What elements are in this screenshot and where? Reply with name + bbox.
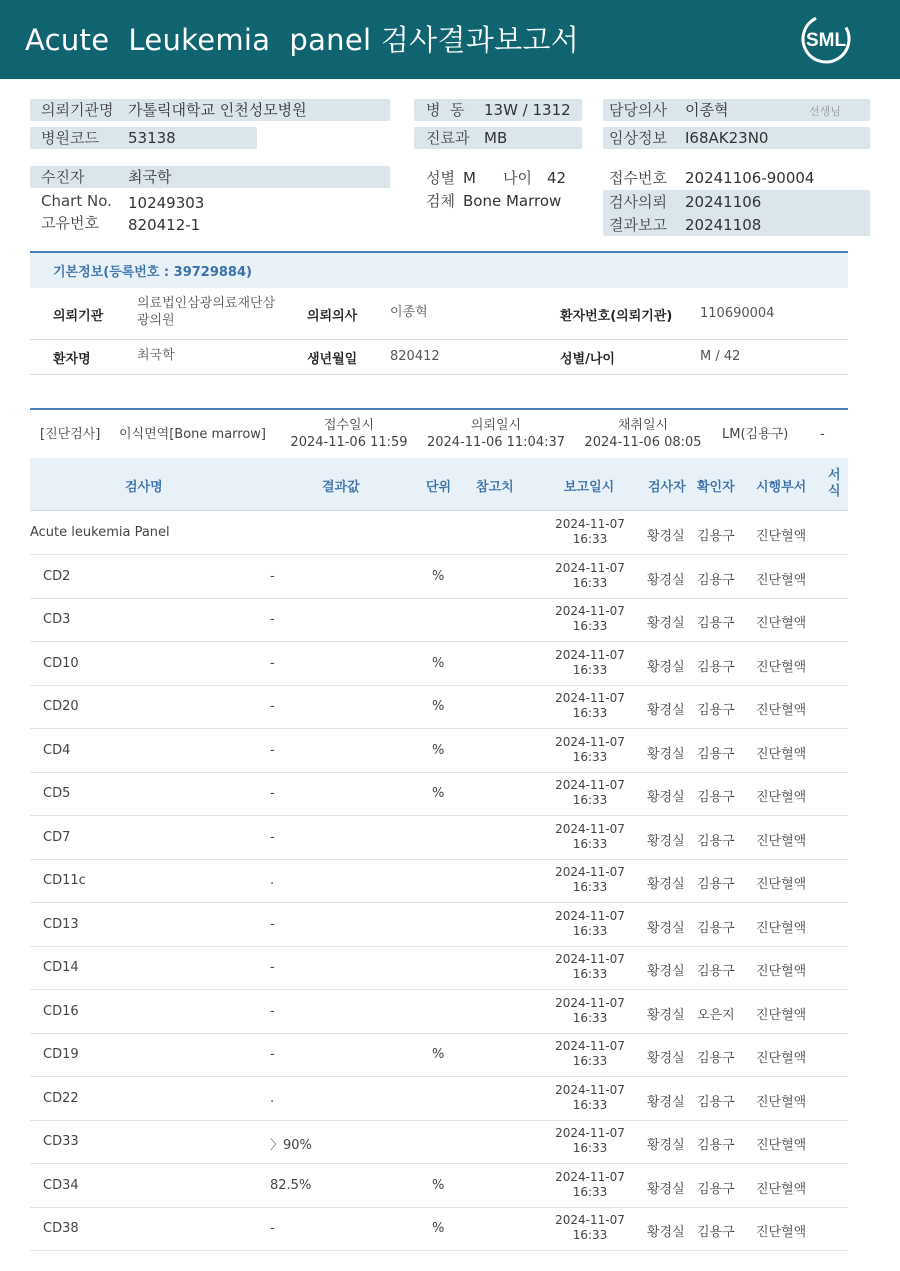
report-date: 2024-11-07 [555,517,625,531]
result-value: - [270,1221,275,1236]
confirmer: 김용구 [697,703,735,718]
test-name: CD38 [43,1221,79,1236]
dept-label: 진료과 [426,129,470,147]
table-row [30,686,848,729]
th-unit: 단위 [426,480,452,495]
dept: 진단혈액 [756,1007,807,1023]
th-confirmer: 확인자 [697,480,735,495]
report-datetime [548,1083,632,1113]
diag-lm: LM(김용구) [722,427,789,442]
th-dept: 시행부서 [756,480,807,495]
basic-doc-label: 의뢰의사 [307,309,358,324]
unit-value: % [432,655,445,671]
basic-org-line1: 의료법인삼광의료재단삼 [137,296,276,311]
tester: 황경실 [647,833,685,849]
doctor-label: 담당의사 [609,101,667,119]
sex-label: 성별 [426,169,455,187]
tester: 황경실 [647,1181,685,1197]
tester: 황경실 [647,572,685,588]
basic-info-header [30,253,848,288]
th-form [828,468,841,500]
report-date: 2024-11-07 [555,821,625,836]
report-date: 2024-11-07 [555,908,625,923]
report-datetime [548,604,632,634]
report-datetime [548,822,632,852]
table-row [30,1078,848,1121]
diag-dash: - [820,427,825,442]
test-name: CD20 [43,699,79,714]
tester: 황경실 [647,1094,685,1110]
receipt-value: 20241106-90004 [685,169,815,187]
tester: 황경실 [647,616,685,631]
report-time: 16:33 [572,836,608,851]
diag-receipt-label: 접수일시 [323,418,375,433]
result-value: - [270,786,275,801]
th-tester: 검사자 [648,480,686,495]
unit-value: % [432,568,445,584]
unit-value: % [432,786,445,801]
tester: 황경실 [647,1051,685,1066]
diag-request-label: 의뢰일시 [470,418,522,433]
report-date: 2024-11-07 [555,1082,625,1097]
tester: 황경실 [647,877,685,892]
report-date: 2024-11-07 [555,952,625,966]
result-value: - [270,655,275,671]
dept: 진단혈액 [756,616,807,631]
report-datetime [548,778,632,808]
table-row [30,860,848,903]
report-datetime [548,561,632,591]
th-form-1: 서 [828,468,841,483]
dept: 진단혈액 [756,1051,807,1066]
dept: 진단혈액 [756,1225,807,1240]
dept: 진단혈액 [756,703,807,718]
unit-value: % [432,1047,445,1062]
table-row [30,1165,848,1208]
report-time: 16:33 [572,575,608,590]
test-name: CD2 [43,568,71,584]
report-label: 결과보고 [609,216,667,234]
confirmer: 김용구 [697,964,735,979]
confirmer: 김용구 [697,616,735,631]
test-name: CD5 [43,786,71,801]
confirmer: 김용구 [697,1138,735,1153]
confirmer: 김용구 [697,833,735,849]
result-value: . [270,1090,275,1106]
chart-value: 10249303 [128,194,205,212]
confirmer: 오은지 [697,1007,735,1023]
age-value: 42 [547,169,567,187]
report-value: 20241108 [685,216,762,234]
test-name: CD22 [43,1090,79,1106]
ward-value: 13W / 1312 [484,101,571,119]
diag-top-line [30,408,848,410]
test-name: Acute leukemia Panel [30,525,170,540]
report-time: 16:33 [572,706,608,720]
table-row [30,904,848,947]
dept: 진단혈액 [756,529,807,544]
test-name: CD3 [43,612,71,627]
table-row [30,643,848,686]
tester: 황경실 [647,659,685,675]
unit-value: % [432,1177,445,1193]
report-datetime [548,1213,632,1243]
test-name: CD13 [43,916,79,932]
unit-value: % [432,742,445,758]
report-date: 2024-11-07 [555,604,625,618]
report-datetime [548,735,632,765]
confirmer: 김용구 [697,1181,735,1197]
doctor-value: 이종혁 [685,101,729,119]
report-date: 2024-11-07 [555,995,625,1010]
confirmer: 김용구 [697,1094,735,1110]
report-date: 2024-11-07 [555,1126,625,1140]
diag-category: [진단검사] [40,427,101,442]
basic-pno-label: 환자번호(의뢰기관) [560,309,673,324]
test-req-label: 검사의뢰 [609,193,667,211]
test-name: CD33 [43,1134,79,1149]
report-datetime [548,691,632,721]
test-name: CD14 [43,960,79,975]
report-time: 16:33 [572,1141,608,1155]
uid-label: 고유번호 [41,214,99,232]
report-time: 16:33 [572,1010,608,1025]
doctor-suffix: 선생님 [809,105,841,118]
table-row [30,1121,848,1164]
age-label: 나이 [503,169,532,187]
report-datetime [548,1170,632,1200]
basic-org-line2: 광의원 [137,313,175,328]
basic-bottom-line [30,374,848,375]
report-header [0,0,900,79]
table-row [30,1034,848,1077]
result-value: - [270,916,275,932]
dept: 진단혈액 [756,833,807,849]
confirmer: 김용구 [697,529,735,544]
test-name: CD10 [43,655,79,671]
th-form-2: 식 [828,484,841,499]
report-time: 16:33 [572,1228,608,1242]
clinical-value: I68AK23N0 [685,129,769,147]
sml-logo [797,11,855,67]
report-date: 2024-11-07 [555,865,625,879]
chart-label: Chart No. [41,192,112,210]
table-row [30,556,848,599]
req-org-value: 가톨릭대학교 인천성모병원 [128,101,307,119]
test-req-value: 20241106 [685,193,762,211]
basic-doc-value: 이종혁 [390,305,428,320]
report-title: Acute Leukemia panel 검사결과보고서 [25,23,580,57]
table-row [30,991,848,1034]
tester: 황경실 [647,703,685,718]
report-date: 2024-11-07 [555,647,625,662]
uid-value: 820412-1 [128,216,201,234]
tester: 황경실 [647,529,685,544]
tester: 황경실 [647,746,685,762]
test-name: CD4 [43,742,71,758]
diag-request-dt: 2024-11-06 11:04:37 [426,435,566,450]
dept: 진단혈액 [756,1181,807,1197]
report-time: 16:33 [572,749,608,764]
basic-name-value: 최국학 [137,348,175,363]
report-time: 16:33 [572,1097,608,1112]
diag-collect-dt: 2024-11-06 08:05 [584,435,702,450]
report-time: 16:33 [572,619,608,633]
result-value: - [270,742,275,758]
dept: 진단혈액 [756,877,807,892]
th-result: 결과값 [322,480,360,495]
basic-sexage-value: M / 42 [700,349,741,364]
confirmer: 김용구 [697,1051,735,1066]
result-value: - [270,1047,275,1062]
report-time: 16:33 [572,967,608,981]
sml-logo-text: SML [805,30,847,51]
result-value: - [270,612,275,627]
table-row [30,947,848,990]
report-date: 2024-11-07 [555,1213,625,1227]
report-date: 2024-11-07 [555,734,625,749]
req-org-label: 의뢰기관명 [41,101,114,119]
basic-divider [30,339,848,340]
diag-collect-label: 채취일시 [617,418,669,433]
th-name: 검사명 [125,480,163,495]
report-time: 16:33 [572,532,608,546]
report-datetime [548,1126,632,1156]
dept: 진단혈액 [756,920,807,936]
ward-label: 병 동 [426,101,465,119]
report-datetime [548,909,632,939]
basic-dob-label: 생년월일 [307,352,358,367]
sex-value: M [463,169,476,187]
confirmer: 김용구 [697,572,735,588]
report-time: 16:33 [572,880,608,894]
result-value: - [270,960,275,975]
report-datetime [548,865,632,895]
th-ref: 참고치 [476,480,514,495]
result-value: - [270,568,275,584]
hosp-code-value: 53138 [128,129,176,147]
report-datetime [548,996,632,1026]
specimen-value: Bone Marrow [463,192,562,210]
dept: 진단혈액 [756,1138,807,1153]
tester: 황경실 [647,920,685,936]
basic-org-label: 의뢰기관 [53,309,104,324]
test-name: CD34 [43,1177,79,1193]
basic-pno-value: 110690004 [700,306,775,321]
basic-dob-value: 820412 [390,349,440,364]
report-time: 16:33 [572,1184,608,1199]
report-time: 16:33 [572,662,608,677]
report-datetime [548,952,632,982]
tester: 황경실 [647,964,685,979]
result-value: 〉90% [270,1138,312,1153]
patient-label: 수진자 [41,168,85,186]
confirmer: 김용구 [697,746,735,762]
dept: 진단혈액 [756,746,807,762]
report-date: 2024-11-07 [555,1039,625,1053]
dept: 진단혈액 [756,964,807,979]
tester: 황경실 [647,1225,685,1240]
confirmer: 김용구 [697,1225,735,1240]
basic-name-label: 환자명 [53,352,91,367]
basic-info-title: 기본정보(등록번호 : 39729884) [53,265,252,280]
report-time: 16:33 [572,1054,608,1068]
unit-value: % [432,699,445,714]
hosp-code-label: 병원코드 [41,129,99,147]
basic-sexage-label: 성별/나이 [560,352,615,367]
confirmer: 김용구 [697,790,735,805]
confirmer: 김용구 [697,920,735,936]
table-row [30,599,848,642]
tester: 황경실 [647,1138,685,1153]
test-name: CD11c [43,873,86,888]
table-row [30,773,848,816]
dept-value: MB [484,129,508,147]
test-name: CD16 [43,1003,79,1019]
dept: 진단혈액 [756,572,807,588]
report-datetime [548,517,632,547]
result-value: . [270,873,275,888]
table-row [30,730,848,773]
result-value: 82.5% [270,1177,312,1193]
dept: 진단혈액 [756,659,807,675]
tester: 황경실 [647,790,685,805]
test-name: CD19 [43,1047,79,1062]
sml-logo-mark [797,11,855,67]
confirmer: 김용구 [697,659,735,675]
receipt-label: 접수번호 [609,169,667,187]
unit-value: % [432,1221,445,1236]
patient-value: 최국학 [128,168,172,186]
specimen-label: 검체 [426,192,455,210]
results-table-header [30,458,848,511]
result-value: - [270,829,275,845]
th-report-date: 보고일시 [564,480,615,495]
report-time: 16:33 [572,923,608,938]
diag-receipt-dt: 2024-11-06 11:59 [290,435,408,450]
diag-exam: 이식면역[Bone marrow] [119,427,267,442]
report-date: 2024-11-07 [555,691,625,705]
report-date: 2024-11-07 [555,778,625,792]
result-value: - [270,699,275,714]
report-time: 16:33 [572,793,608,807]
report-date: 2024-11-07 [555,1169,625,1184]
report-date: 2024-11-07 [555,560,625,575]
confirmer: 김용구 [697,877,735,892]
tester: 황경실 [647,1007,685,1023]
report-datetime [548,1039,632,1069]
table-row [30,817,848,860]
clinical-label: 임상정보 [609,129,667,147]
table-row [30,512,848,555]
table-row [30,1208,848,1251]
test-name: CD7 [43,829,71,845]
dept: 진단혈액 [756,1094,807,1110]
dept: 진단혈액 [756,790,807,805]
result-value: - [270,1003,275,1019]
report-datetime [548,648,632,678]
